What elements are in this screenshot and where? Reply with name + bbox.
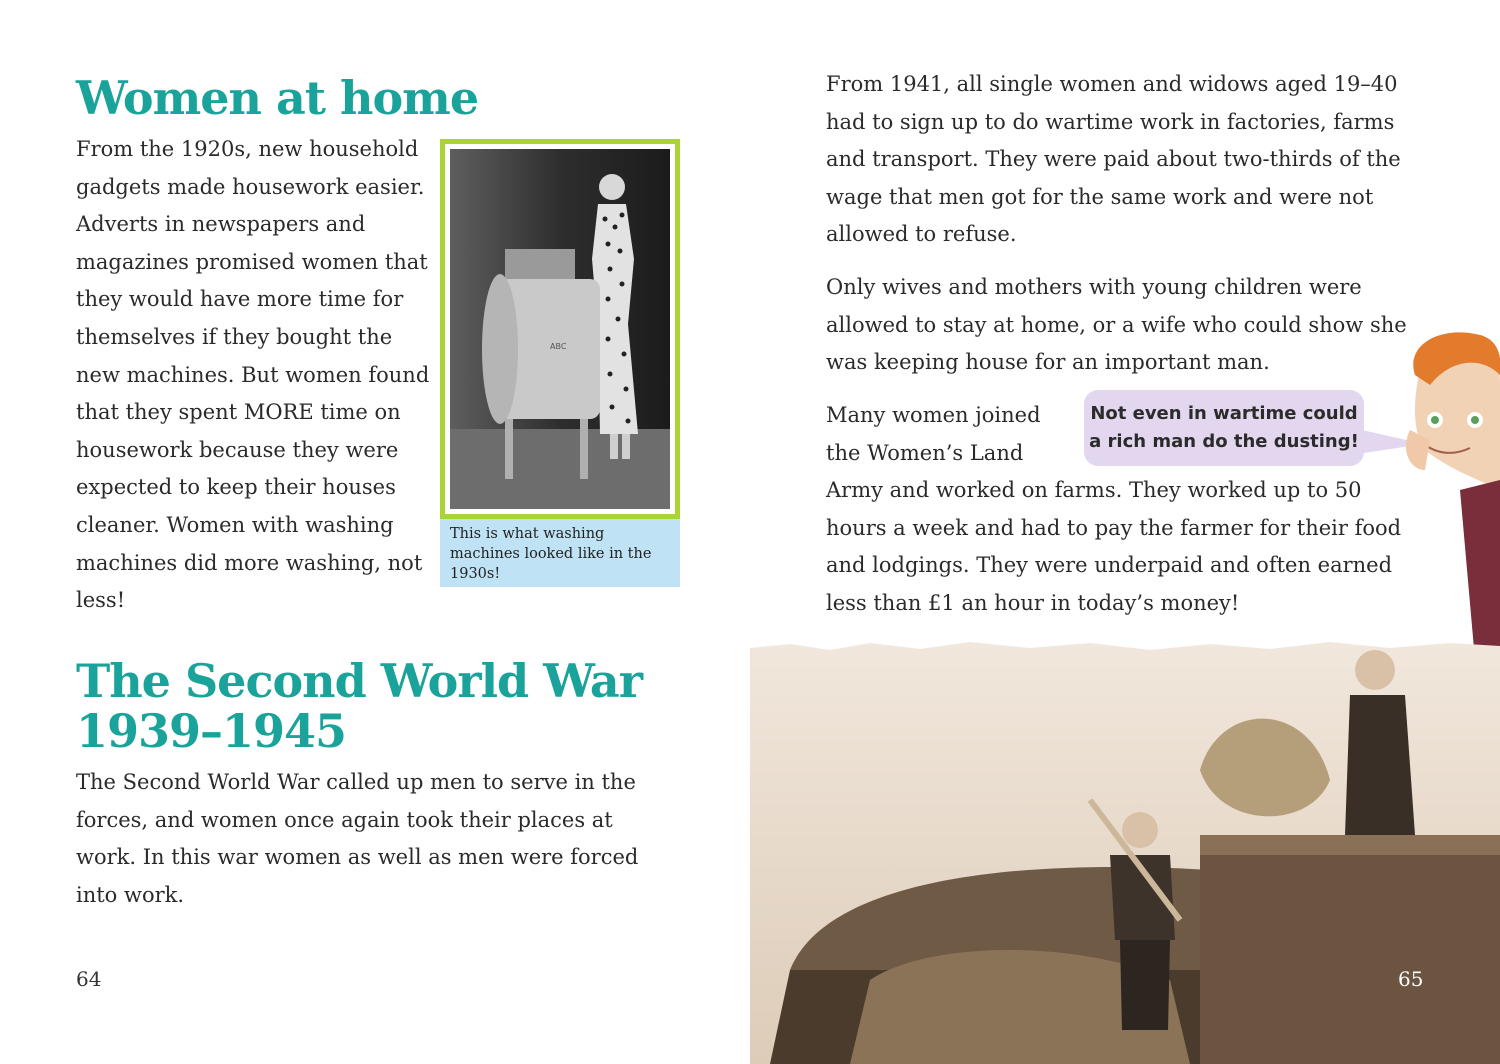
photo-caption: This is what washing machines looked like in the 1930s! (440, 519, 680, 587)
washing-machine-photo (450, 149, 670, 509)
stay-home-paragraph: Only wives and mothers with young children were allowed to stay at home, or a wife who could show she was keeping house for an important man. (826, 275, 1407, 375)
heading-women-at-home: Women at home (76, 71, 479, 125)
war-paragraph: The Second World War called up men to serve in the forces, and women once again took their places at work. In this war women as well as men were forced into work. (76, 770, 639, 907)
land-army-paragraph-start: Many women joined the Women’s Land (826, 403, 1041, 465)
page-number-right: 65 (1398, 967, 1424, 991)
speech-bubble (1084, 390, 1364, 466)
speech-bubble-text: Not even in wartime could a rich man do the dusting! (1089, 403, 1359, 452)
machine-brand-label: ABC (550, 342, 567, 351)
home-paragraph: From the 1920s, new household gadgets made housework easier. Adverts in newspapers and magazines promised women that they would have more time for themselves if they bought the new machines. But women found that they spent MORE time on housework because they were expected to keep their houses cleaner. Women with washing machines did more washing, not less! (76, 137, 430, 613)
cartoon-boy-illustration (1390, 330, 1500, 660)
land-army-paragraph-rest: Army and worked on farms. They worked up to 50 hours a week and had to pay the farmer for their food and lodgings. They were underpaid and often earned less than £1 an hour in today’s money! (826, 478, 1402, 615)
wartime-work-paragraph: From 1941, all single women and widows aged 19–40 had to sign up to do wartime work in factories, farms and transport. They were paid about two-thirds of the wage that men got for the same work and were not allowed to refuse. (826, 72, 1401, 247)
page-number-left: 64 (76, 967, 102, 991)
heading-second-world-war: The Second World War 1939–1945 (76, 654, 642, 758)
washing-machine-photo-frame (440, 139, 680, 519)
land-army-photo (750, 640, 1500, 1064)
